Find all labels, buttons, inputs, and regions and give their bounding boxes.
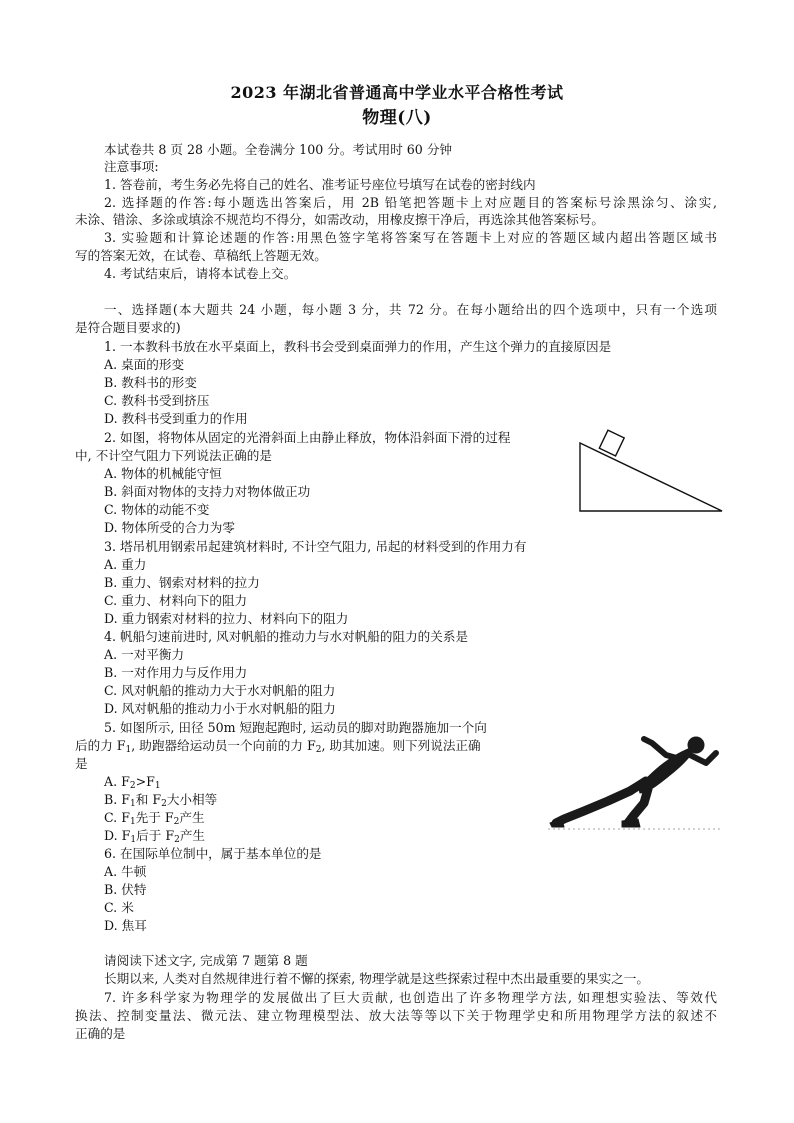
- q6-option-b: B. 伏特: [104, 882, 147, 897]
- q5-option-b: B. $F_1$和 $F_2$大小相等: [104, 792, 218, 809]
- q3-option-a: A. 重力: [104, 557, 147, 572]
- q5-option-c: C. $F_1$先于 $F_2$产生: [104, 810, 205, 827]
- q2-option-d: D. 物体所受的合力为零: [104, 520, 235, 535]
- q6-stem: 6. 在国际单位制中，属于基本单位的是: [104, 846, 322, 861]
- q6-option-d: D. 焦耳: [104, 918, 147, 933]
- section-heading-line-2: 是符合题目要求的): [75, 320, 181, 335]
- q3-stem: 3. 塔吊机用钢索吊起建筑材料时, 不计空气阻力, 吊起的材料受到的作用力有: [104, 539, 527, 554]
- reading-passage: 长期以来, 人类对自然规律进行着不懈的探索, 物理学就是这些探索过程中杰出最重要的果实之一。: [104, 971, 649, 986]
- sliding-block: [599, 430, 624, 456]
- q5-stem-line-1: 5. 如图所示, 田径 50m 短跑起跑时, 运动员的脚对助跑器施加一个向: [104, 720, 487, 735]
- sprinter-figure: [548, 719, 720, 831]
- q5-option-d: D. $F_1$后于 $F_2$产生: [104, 828, 205, 845]
- notice-item-2-line-1: 2. 选择题的作答:每小题选出答案后，用 2B 铅笔把答题卡上对应题目的答案标号涂黑涂匀、涂实,: [104, 195, 717, 210]
- notice-item-2-line-2: 未涂、错涂、多涂或填涂不规范均不得分，如需改动，用橡皮擦干净后，再选涂其他答案标号。: [75, 212, 604, 227]
- q5-stem-line-2: 后的力 $F_1$, 助跑器给运动员一个向前的力 $F_2$, 助其加速。则下列说法正确: [75, 738, 481, 755]
- q4-option-b: B. 一对作用力与反作用力: [104, 665, 248, 680]
- q5-option-a: A. $F_2>F_1$: [104, 774, 161, 791]
- exam-title: 2023 年湖北省普通高中学业水平合格性考试: [230, 83, 564, 102]
- q7-stem-line-1: 7. 许多科学家为物理学的发展做出了巨大贡献, 也创造出了许多物理学方法, 如理想实验法、等效代: [104, 990, 717, 1005]
- q4-option-c: C. 风对帆船的推动力大于水对帆船的阻力: [104, 683, 336, 698]
- q2-stem-line-1: 2. 如图，将物体从固定的光滑斜面上由静止释放，物体沿斜面下滑的过程: [104, 430, 511, 445]
- q1-option-a: A. 桌面的形变: [104, 357, 185, 372]
- sprinter-silhouette: [550, 737, 716, 827]
- q4-option-d: D. 风对帆船的推动力小于水对帆船的阻力: [104, 701, 336, 716]
- reading-lead: 请阅读下述文字, 完成第 7 题第 8 题: [104, 953, 308, 968]
- exam-summary: 本试卷共 8 页 28 小题。全卷满分 100 分。考试用时 60 分钟: [104, 142, 453, 157]
- q1-option-b: B. 教科书的形变: [104, 375, 197, 390]
- q1-option-c: C. 教科书受到挤压: [104, 393, 210, 408]
- q4-option-a: A. 一对平衡力: [104, 647, 185, 662]
- section-heading-line-1: 一、选择题(本大题共 24 小题，每小题 3 分，共 72 分。在每小题给出的四个选项中，只有一个选项: [104, 302, 717, 317]
- notice-item-1: 1. 答卷前，考生务必先将自己的姓名、准考证号座位号填写在试卷的密封线内: [104, 177, 536, 192]
- q7-stem-line-3: 正确的是: [75, 1026, 126, 1041]
- notice-item-4: 4. 考试结束后，请将本试卷上交。: [104, 266, 297, 281]
- q2-stem-line-2: 中, 不计空气阻力下列说法正确的是: [75, 448, 272, 463]
- notice-item-3-line-2: 写的答案无效，在试卷、草稿纸上答题无效。: [75, 248, 327, 263]
- q6-option-c: C. 米: [104, 900, 134, 915]
- q3-option-c: C. 重力、材料向下的阻力: [104, 593, 248, 608]
- notice-item-3-line-1: 3. 实验题和计算论述题的作答:用黑色签字笔将答案写在答题卡上对应的答题区域内超出答题区域书: [104, 230, 717, 245]
- q1-option-d: D. 教科书受到重力的作用: [104, 411, 248, 426]
- exam-subtitle: 物理(八): [362, 108, 432, 128]
- q3-option-d: D. 重力钢索对材料的拉力、材料向下的阻力: [104, 611, 349, 626]
- q6-option-a: A. 牛顿: [104, 864, 147, 879]
- incline-triangle: [580, 443, 722, 511]
- q2-option-a: A. 物体的机械能守恒: [104, 466, 222, 481]
- q3-option-b: B. 重力、钢索对材料的拉力: [104, 575, 260, 590]
- q1-stem: 1. 一本教科书放在水平桌面上，教科书会受到桌面弹力的作用，产生这个弹力的直接原因是: [104, 339, 612, 354]
- q5-stem-line-3: 是: [75, 756, 88, 771]
- q2-option-b: B. 斜面对物体的支持力对物体做正功: [104, 484, 311, 499]
- incline-figure: [570, 425, 730, 517]
- notice-title: 注意事项:: [104, 159, 159, 174]
- q2-option-c: C. 物体的动能不变: [104, 502, 210, 517]
- q7-stem-line-2: 换法、控制变量法、微元法、建立物理模型法、放大法等等以下关于物理学史和所用物理学方法的叙述不: [75, 1008, 717, 1023]
- q4-stem: 4. 帆船匀速前进时, 风对帆船的推动力与水对帆船的阻力的关系是: [104, 629, 469, 644]
